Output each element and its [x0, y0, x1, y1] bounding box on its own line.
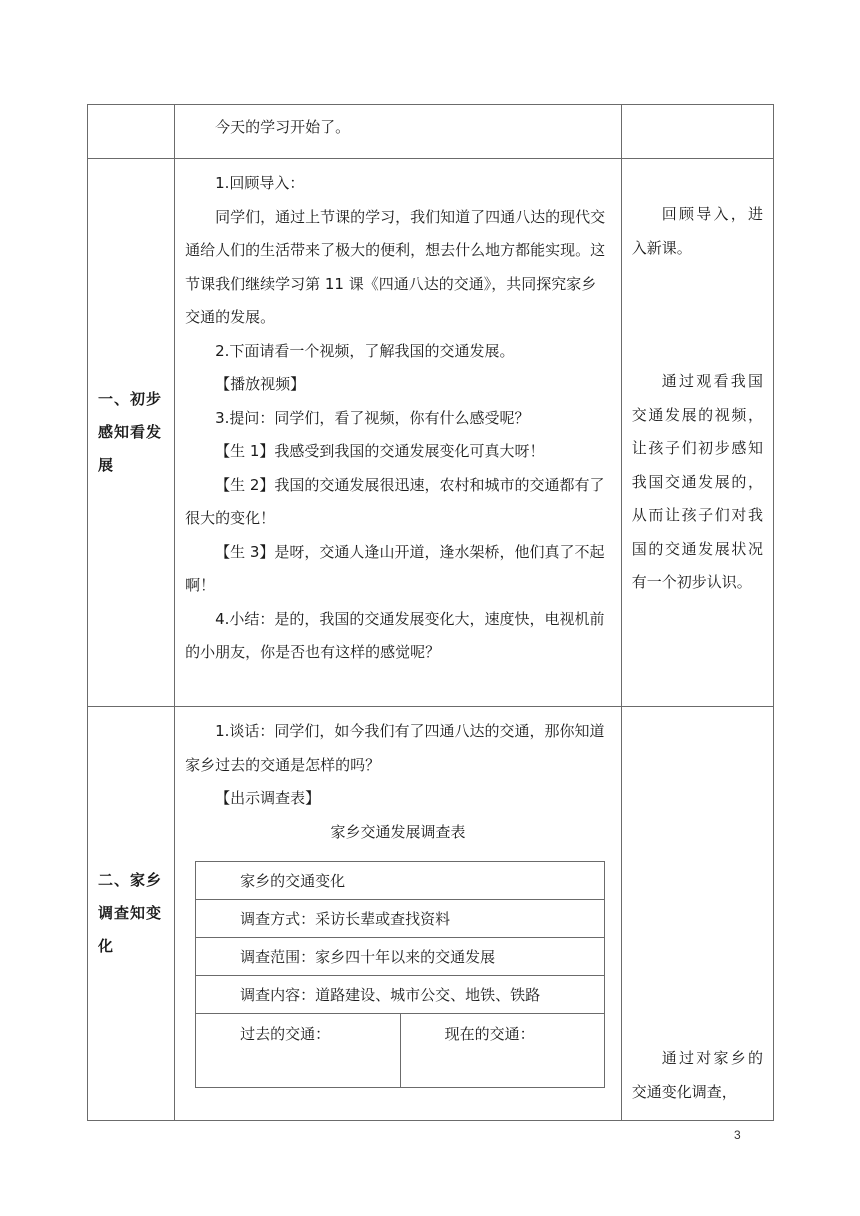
survey-row: 调查方式：采访长辈或查找资料 — [196, 900, 605, 938]
content-line: 3.提问：同学们，看了视频，你有什么感受呢？ — [215, 408, 530, 427]
content-line: 4.小结：是的，我国的交通发展变化大，速度快，电视机前的小朋友，你是否也有这样的感觉呢？ — [185, 609, 605, 661]
content-line: 【播放视频】 — [215, 375, 306, 393]
content-line: 1.回顾导入： — [215, 174, 305, 192]
table-row — [88, 707, 774, 1121]
survey-now-cell: 现在的交通： — [400, 1014, 605, 1088]
note-cell — [621, 707, 773, 1121]
survey-table — [195, 861, 605, 1088]
design-note: 回顾导入，进入新课。 — [631, 205, 763, 257]
survey-past-cell: 过去的交通： — [196, 1014, 401, 1088]
content-cell — [175, 105, 622, 159]
content-line: 2.下面请看一个视频，了解我国的交通发展。 — [215, 341, 515, 360]
stage-cell — [88, 707, 175, 1121]
content-line: 【出示调查表】 — [215, 789, 321, 807]
page-number: 3 — [734, 1128, 741, 1142]
content-line: 同学们，通过上节课的学习，我们知道了四通八达的现代交通给人们的生活带来了极大的便利，想去什么地方都能实现。这节课我们继续学习第 11 课《四通八达的交通》，共同探究家乡交通的发展。 — [185, 207, 606, 326]
note-cell — [621, 105, 773, 159]
survey-row: 调查范围：家乡四十年以来的交通发展 — [196, 938, 605, 976]
stage-cell — [88, 159, 175, 707]
content-line: 1.谈话：同学们，如今我们有了四通八达的交通，那你知道家乡过去的交通是怎样的吗？ — [185, 722, 605, 774]
design-note: 通过对家乡的交通变化调查， — [631, 1049, 763, 1101]
survey-row: 调查内容：道路建设、城市公交、地铁、铁路 — [196, 976, 605, 1014]
content-cell — [175, 707, 622, 1121]
table-row — [88, 105, 774, 159]
stage-cell — [88, 105, 175, 159]
content-cell — [175, 159, 622, 707]
content-line: 【生 3】是呀，交通人逢山开道，逢水架桥，他们真了不起啊！ — [185, 542, 605, 594]
content-line: 【生 1】我感受到我国的交通发展变化可真大呀！ — [215, 442, 545, 460]
content-line: 今天的学习开始了。 — [215, 118, 351, 136]
design-note: 通过观看我国交通发展的视频，让孩子们初步感知我国交通发展的，从而让孩子们对我国的交通发展状况有一个初步认识。 — [631, 372, 763, 591]
stage-title: 一、初步感知看发展 — [98, 390, 163, 474]
stage-title: 二、家乡调查知变化 — [98, 871, 163, 955]
content-line: 【生 2】我国的交通发展很迅速，农村和城市的交通都有了很大的变化！ — [185, 475, 605, 527]
table-row — [88, 159, 774, 707]
survey-row: 家乡的交通变化 — [196, 862, 605, 900]
note-cell — [621, 159, 773, 707]
survey-title: 家乡交通发展调查表 — [330, 822, 466, 841]
lesson-plan-table — [87, 104, 774, 1121]
